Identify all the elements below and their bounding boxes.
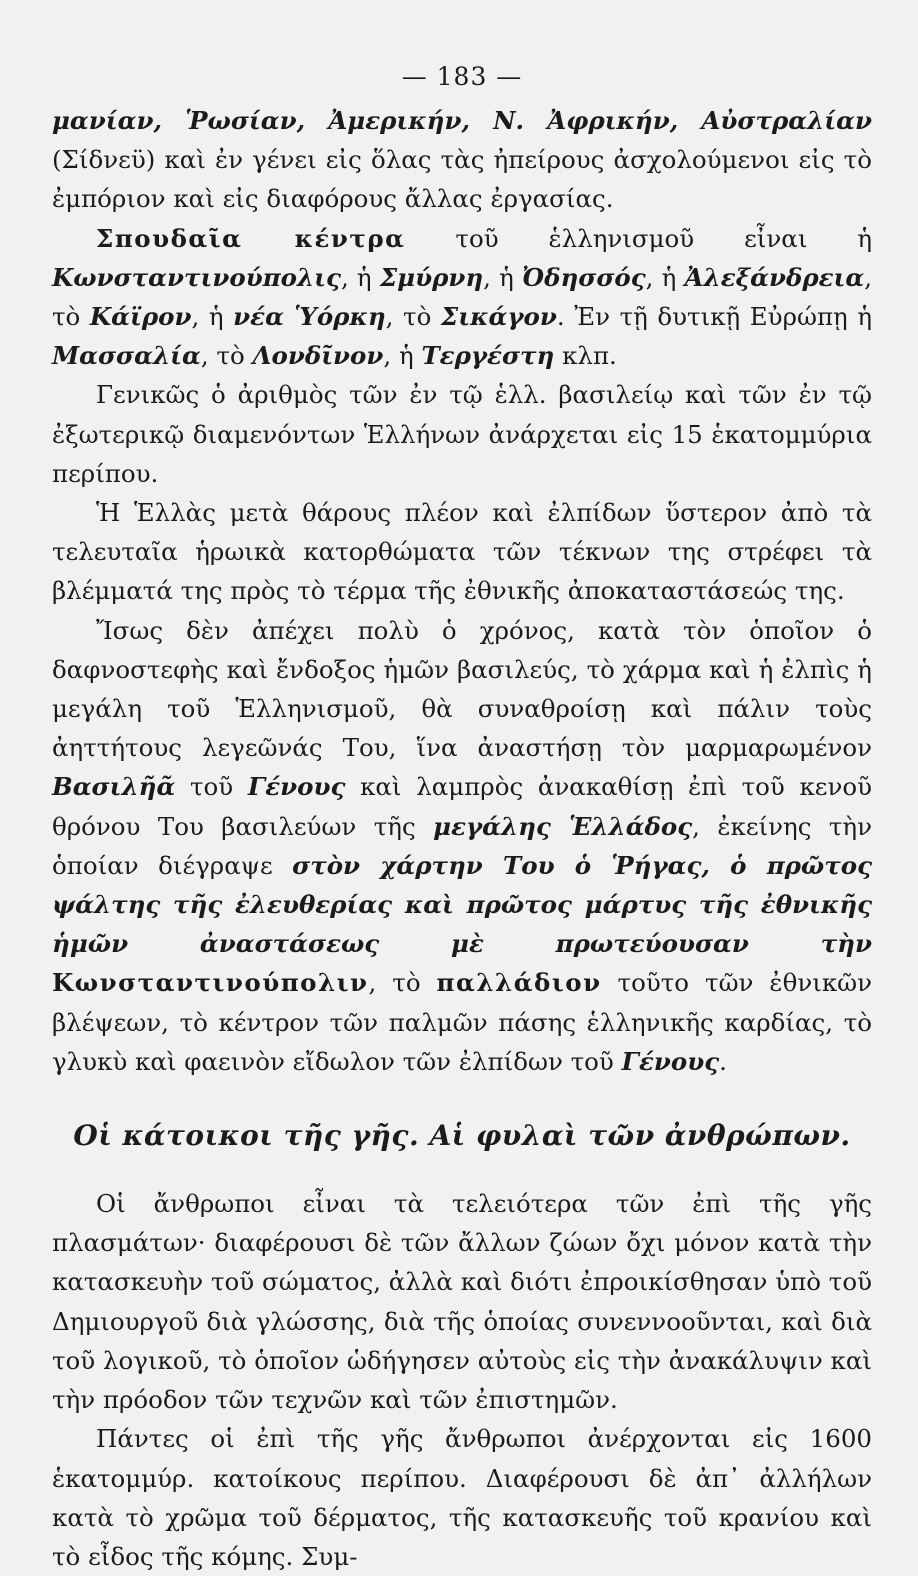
text-run: , ἡ [645, 262, 685, 292]
paragraph [52, 1184, 872, 1419]
text-run: . Ἐν τῇ δυτικῇ Εὐρώπῃ ἡ [556, 302, 872, 332]
paragraph [52, 611, 872, 1081]
body-text-lower [52, 1184, 872, 1576]
body-text-upper [52, 101, 872, 1081]
emphasized-text: Ῥωσίαν, [185, 106, 329, 135]
emphasized-text: νέα Ὑόρκη [233, 302, 386, 332]
text-run: , ἡ [191, 302, 234, 332]
emphasized-text: μεγάλης Ἑλλάδος [433, 811, 693, 841]
text-run: Ἴσως δὲν ἀπέχει πολὺ ὁ χρόνος, κατὰ τὸν ὁποῖον ὁ δαφνοστεφὴς καὶ ἔνδοξος ἡμῶν βασιλεύς, τὸ χάρμα καὶ ἡ ἐλπὶς ἡ μεγάλη τοῦ Ἑλληνισμοῦ, θὰ συναθροίσῃ καὶ πάλιν τοὺς ἀηττήτους λεγεῶνάς Του, ἵνα ἀναστήσῃ τὸν μαρμαρωμένον [52, 615, 872, 763]
text-run: , τὸ [200, 341, 253, 371]
emphasized-text: Μασσαλία [52, 341, 201, 371]
text-run: τοῦ [175, 772, 248, 802]
emphasized-text: Σμύρνη [379, 262, 484, 292]
emphasized-text: Λονδῖνον [252, 341, 384, 371]
emphasized-text: Γένους [247, 772, 346, 802]
text-run: , ἡ [340, 262, 380, 292]
emphasized-text: Ἀλεξάνδρεια [684, 262, 865, 292]
text-run: , ἡ [383, 341, 422, 371]
emphasized-text: Γένους [621, 1046, 720, 1076]
emphasized-text: Ν. Ἀφρικήν, [493, 106, 702, 135]
text-run: τοῦ ἑλληνισμοῦ εἶναι ἡ [405, 223, 872, 253]
text-run: (Σίδνεϋ) καὶ ἐν γένει εἰς ὅλας τὰς ἠπείρους ἀσχολούμενοι εἰς τὸ ἐμπόριον καὶ εἰς διαφόρους ἄλλας ἐργασίας. [52, 145, 872, 214]
emphasized-text: Αὐστραλίαν [701, 106, 873, 135]
page-number: — 183 — [401, 62, 523, 91]
text-run: , τὸ [368, 968, 437, 998]
paragraph [52, 219, 872, 376]
text-run: , τὸ [52, 262, 873, 332]
emphasized-text: Τεργέστη [421, 341, 555, 371]
emphasized-text: Κωνσταντινούπολις [52, 262, 341, 292]
text-run: Οἱ ἄνθρωποι εἶναι τὰ τελειότερα τῶν ἐπὶ τῆς γῆς πλασμάτων· διαφέρουσι δὲ τῶν ἄλλων ζώων ὄχι μόνον κατὰ τὴν κατασκευὴν τοῦ σώματος, ἀλλὰ καὶ διότι ἐπροικίσθησαν ὑπὸ τοῦ Δημιουργοῦ διὰ γλώσσης, διὰ τῆς ὁποίας συνεννοοῦνται, καὶ διὰ τοῦ λογικοῦ, τὸ ὁποῖον ὡδήγησεν αὐτοὺς εἰς τὴν ἀνακάλυψιν καὶ τὴν πρόοδον τῶν τεχνῶν καὶ τῶν ἐπιστημῶν. [52, 1189, 872, 1415]
paragraph [52, 375, 872, 493]
text-run: Ἡ Ἑλλὰς μετὰ θάρους πλέον καὶ ἐλπίδων ὕστερον ἀπὸ τὰ τελευταῖα ἡρωικὰ κατορθώματα τῶν τέκνων της στρέφει τὰ βλέμματά της πρὸς τὸ τέρμα τῆς ἐθνικῆς ἀποκαταστάσεώς της. [52, 498, 872, 606]
emphasized-text: Σπουδαῖα κέντρα [96, 223, 406, 253]
text-run: τοῦτο τῶν ἐθνικῶν βλέψεων, τὸ κέντρον τῶν παλμῶν πάσης ἑλληνικῆς καρδίας, τὸ γλυκὺ καὶ φαεινὸν εἴδωλον τῶν ἐλπίδων τοῦ [52, 968, 873, 1076]
emphasized-text: μανίαν, [52, 106, 186, 135]
emphasized-text: παλλάδιον [436, 968, 602, 998]
emphasized-text: Κάϊρον [89, 302, 192, 332]
section-heading: Οἱ κάτοικοι τῆς γῆς. Αἱ φυλαὶ τῶν ἀνθρώπων. [73, 1119, 851, 1153]
text-run: Πάντες οἱ ἐπὶ τῆς γῆς ἄνθρωποι ἀνέρχονται εἰς 1600 ἑκατομμύρ. κατοίκους περίπου. Διαφέρουσι δὲ ἀπ᾽ ἀλλήλων κατὰ τὸ χρῶμα τοῦ δέρματος, τῆς κατασκευῆς τοῦ κρανίου καὶ τὸ εἶδος τῆς κόμης. Συμ- [52, 1424, 872, 1571]
paragraph [52, 1419, 872, 1576]
text-run: , ἡ [483, 262, 523, 292]
emphasized-text: Ἀμερικήν, [328, 106, 494, 135]
text-run: Γενικῶς ὁ ἀριθμὸς τῶν ἐν τῷ ἑλλ. βασιλείῳ καὶ τῶν ἐν τῷ ἐξωτερικῷ διαμενόντων Ἑλλήνων ἀνάρχεται εἰς 15 ἑκατομμύρια περίπου. [52, 380, 872, 488]
emphasized-text: Κωνσταντινούπολιν [52, 968, 369, 998]
text-run: καὶ λαμπρὸς ἀνακαθίσῃ ἐπὶ τοῦ κενοῦ θρόνου Του βασιλεύων τῆς [52, 772, 873, 841]
paragraph [52, 493, 872, 611]
emphasized-text: Βασιλῆᾶ [52, 772, 176, 802]
text-run: . [719, 1046, 727, 1076]
emphasized-text: Ὀδησσός [522, 262, 646, 292]
emphasized-text: Σικάγον [440, 302, 557, 332]
paragraph [52, 101, 872, 219]
text-run: , ἐκείνης τὴν ὁποίαν διέγραψε [52, 811, 872, 880]
text-run: κλπ. [554, 341, 617, 371]
emphasized-text: στὸν χάρτην Του ὁ Ῥήγας, ὁ πρῶτος ψάλτης τῆς ἐλευθερίας καὶ πρῶτος μάρτυς τῆς ἐθνικῆς ἡμῶν ἀναστάσεως μὲ πρωτεύουσαν τὴν [52, 850, 872, 959]
text-run: , τὸ [385, 302, 441, 332]
